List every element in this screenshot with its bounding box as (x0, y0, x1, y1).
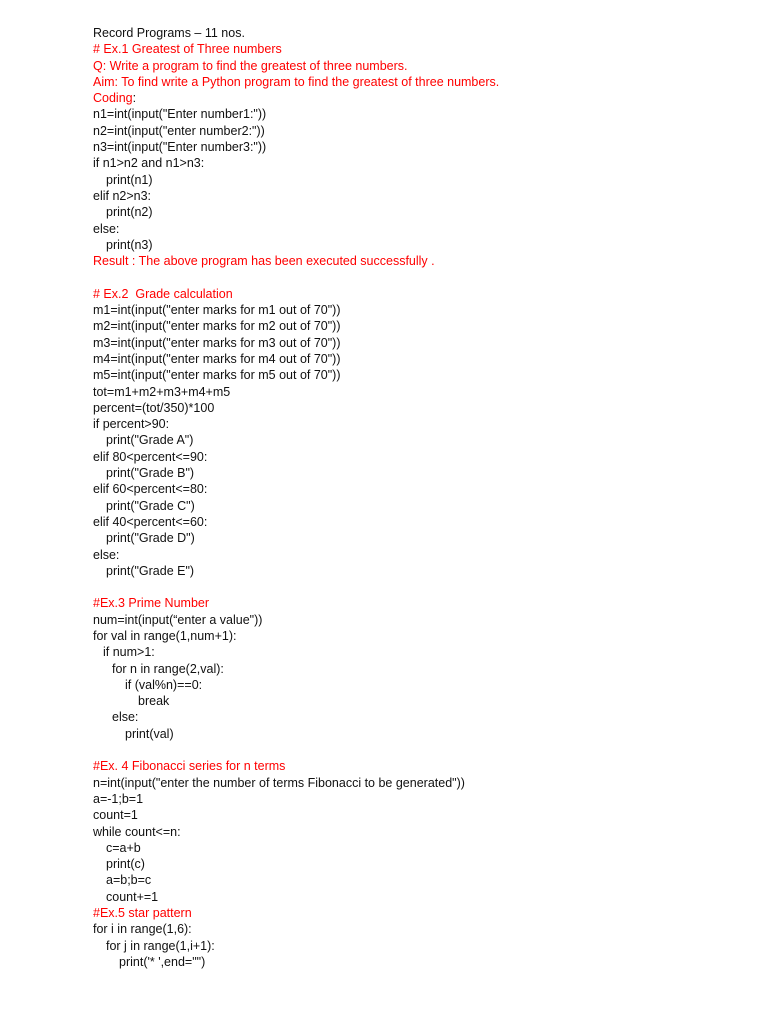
code-line: m3=int(input("enter marks for m3 out of 70")) (93, 335, 341, 350)
ex1-aim: Aim: To find write a Python program to find the greatest of three numbers. (93, 74, 500, 89)
code-line: n2=int(input("enter number2:")) (93, 123, 265, 138)
code-line: break (138, 694, 170, 709)
ex3-heading: #Ex.3 Prime Number (93, 596, 210, 611)
ex1-coding-colon: : (132, 91, 137, 106)
code-line: for n in range(2,val): (112, 661, 224, 676)
code-line: m4=int(input("enter marks for m4 out of 70")) (93, 351, 341, 366)
code-line: num=int(input(“enter a value")) (93, 612, 263, 627)
code-line: percent=(tot/350)*100 (93, 400, 215, 415)
code-line: while count<=n: (93, 824, 181, 839)
ex1-heading: # Ex.1 Greatest of Three numbers (93, 42, 282, 57)
code-line: a=-1;b=1 (93, 791, 144, 806)
code-line: m2=int(input("enter marks for m2 out of 70")) (93, 319, 341, 334)
code-line: c=a+b (106, 840, 141, 855)
code-line: m1=int(input("enter marks for m1 out of 70")) (93, 303, 341, 318)
code-line: elif n2>n3: (93, 188, 152, 203)
code-line: print(n1) (106, 172, 153, 187)
code-line: else: (93, 221, 120, 236)
code-line: print(n2) (106, 205, 153, 220)
code-line: print('* ',end="") (119, 954, 206, 969)
ex1-question: Q: Write a program to find the greatest of three numbers. (93, 58, 408, 73)
code-line: if (val%n)==0: (125, 677, 203, 692)
code-line: n1=int(input("Enter number1:")) (93, 107, 267, 122)
code-line: for j in range(1,i+1): (106, 938, 215, 953)
code-line: else: (93, 547, 120, 562)
code-line: elif 40<percent<=60: (93, 514, 208, 529)
section-spacer (93, 269, 753, 285)
code-line: for i in range(1,6): (93, 922, 192, 937)
code-line: if percent>90: (93, 417, 170, 432)
code-line: print("Grade A") (106, 433, 194, 448)
document-page (93, 25, 753, 970)
code-line: if num>1: (103, 645, 155, 660)
code-line: n3=int(input("Enter number3:")) (93, 140, 267, 155)
code-line: print("Grade C") (106, 498, 195, 513)
ex5-heading: #Ex.5 star pattern (93, 906, 192, 921)
code-line: a=b;b=c (106, 873, 152, 888)
code-line: n=int(input("enter the number of terms Fibonacci to be generated")) (93, 775, 465, 790)
section-spacer (93, 579, 753, 595)
ex1-coding-label-line (93, 90, 753, 106)
code-line: m5=int(input("enter marks for m5 out of 70")) (93, 368, 341, 383)
document-title: Record Programs – 11 nos. (93, 26, 245, 40)
code-line: tot=m1+m2+m3+m4+m5 (93, 384, 231, 399)
code-line: print("Grade D") (106, 531, 195, 546)
code-line: for val in range(1,num+1): (93, 628, 237, 643)
ex1-coding-label: Coding (93, 91, 133, 106)
code-line: else: (112, 710, 139, 725)
code-line: elif 80<percent<=90: (93, 449, 208, 464)
code-line: if n1>n2 and n1>n3: (93, 156, 205, 171)
code-line: print(n3) (106, 237, 153, 252)
section-spacer (93, 742, 753, 758)
code-line: print(c) (106, 857, 145, 872)
code-line: elif 60<percent<=80: (93, 482, 208, 497)
code-line: print("Grade E") (106, 563, 195, 578)
code-line: count+=1 (106, 889, 159, 904)
ex2-heading: # Ex.2 Grade calculation (93, 286, 233, 301)
ex1-result: Result : The above program has been executed successfully . (93, 254, 435, 269)
code-line: print(val) (125, 726, 174, 741)
code-line: count=1 (93, 808, 138, 823)
ex4-heading: #Ex. 4 Fibonacci series for n terms (93, 759, 286, 774)
code-line: print("Grade B") (106, 466, 195, 481)
